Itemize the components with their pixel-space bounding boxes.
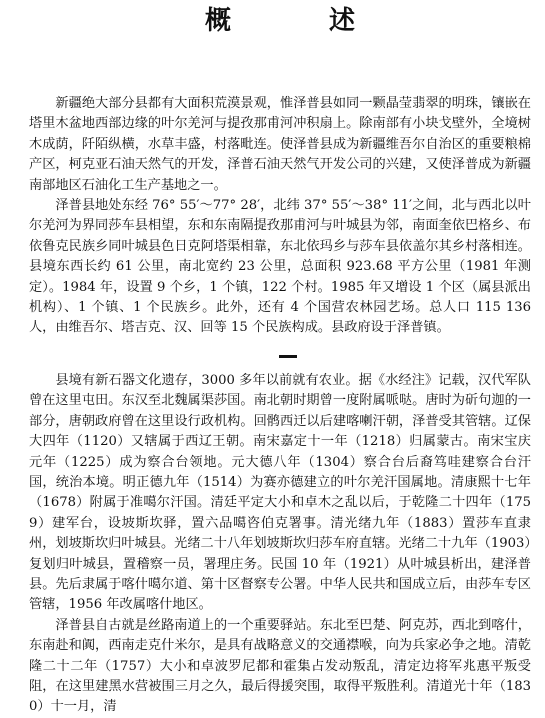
page-title: 概 述 — [204, 6, 391, 36]
intro-paragraph-1: 新疆绝大部分县都有大面积荒漠景观，惟泽普县如同一颗晶莹翡翠的明珠，镶嵌在塔里木盆地西部边缘的叶尔羌河与提孜那甫河冲积扇上。除南部有小块戈壁外，全境树木成荫，阡陌纵横，水草丰盛，村落毗连。使泽普县成为新疆维吾尔自治区的重要粮棉产区，柯克亚石油天然气的开发，泽普石油天然气开发公司的兴建，又使泽普成为新疆南部地区石油化工生产基地之一。 — [29, 96, 531, 193]
section-marker-glyph — [279, 355, 297, 358]
section-marker — [29, 339, 531, 371]
title-spacing — [29, 44, 531, 94]
intro-paragraph-2: 泽普县地处东经 76° 55′～77° 28′，北纬 37° 55′～38° 11′之间，北与西北以叶尔羌河为界同莎车县相望，东和东南隔提孜那甫河与叶城县为邻，南面奎依巴格乡、布依鲁克民族乡同叶城县色日克阿塔渠相靠，东北依玛乡与莎车县依盖尔其乡村落相连。县境东西长约 61 公里，南北宽约 23 公里，总面积 923.68 平方公里（1981 年测定）。1984 年，设置 9 个乡，1 个镇，122 个村。1985 年又增设 1 个区（属县派出机构）、1 个镇、1 个民族乡。此外，还有 4 个国营农林园艺场。总人口 115 136 人，由维吾尔、塔吉克、汉、回等 15 个民族构成。县政府设于泽普镇。 — [29, 198, 531, 336]
history-paragraph-1: 县境有新石器文化遗存，3000 多年以前就有农业。据《水经注》记载，汉代军队曾在这里屯田。东汉至北魏属渠莎国。南北朝时期曾一度附属哌哒。唐时为斫句迦的一部分，唐朝政府曾在这里设行政机构。回鹘西迁以后建喀喇汗朝，泽普受其管辖。辽保大四年（1120）又辖属于西辽王朝。南宋嘉定十一年（1218）归属蒙古。南宋宝庆元年（1225）成为察合台领地。元大德八年（1304）察合台后裔笃哇建察合台汗国，统治本境。明正德九年（1514）为赛亦德建立的叶尔羌汗国属地。清康熙十七年（1678）附属于准噶尔汗国。清廷平定大小和卓木之乱以后，于乾隆二十四年（1759）建军台，设坡斯坎驿，置六品噶咨伯克署事。清光绪九年（1883）置莎车直隶州，划坡斯坎归叶城县。光绪二十八年划坡斯坎归莎车府直辖。光绪二十九年（1903）复划归叶城县，置稽察一员，署理庄务。民国 10 年（1921）从叶城县析出，建泽普县。先后隶属于喀什噶尔道、第十区督察专公署。中华人民共和国成立后，由莎车专区管辖，1956 年改属喀什地区。 — [29, 372, 531, 613]
history-paragraph-2: 泽普县自古就是丝路南道上的一个重要驿站。东北至巴楚、阿克苏，西北到喀什，东南赴和阗，西南走克什米尔，是具有战略意义的交通襟喉，向为兵家必争之地。清乾隆二十二年（1757）大小和卓波罗尼都和霍集占发动叛乱，清定边将军兆惠平叛受阻，在这里建黑水营被围三月之久，最后得援突围，取得平叛胜利。清道光十年（1830）十一月，清 — [29, 617, 531, 715]
